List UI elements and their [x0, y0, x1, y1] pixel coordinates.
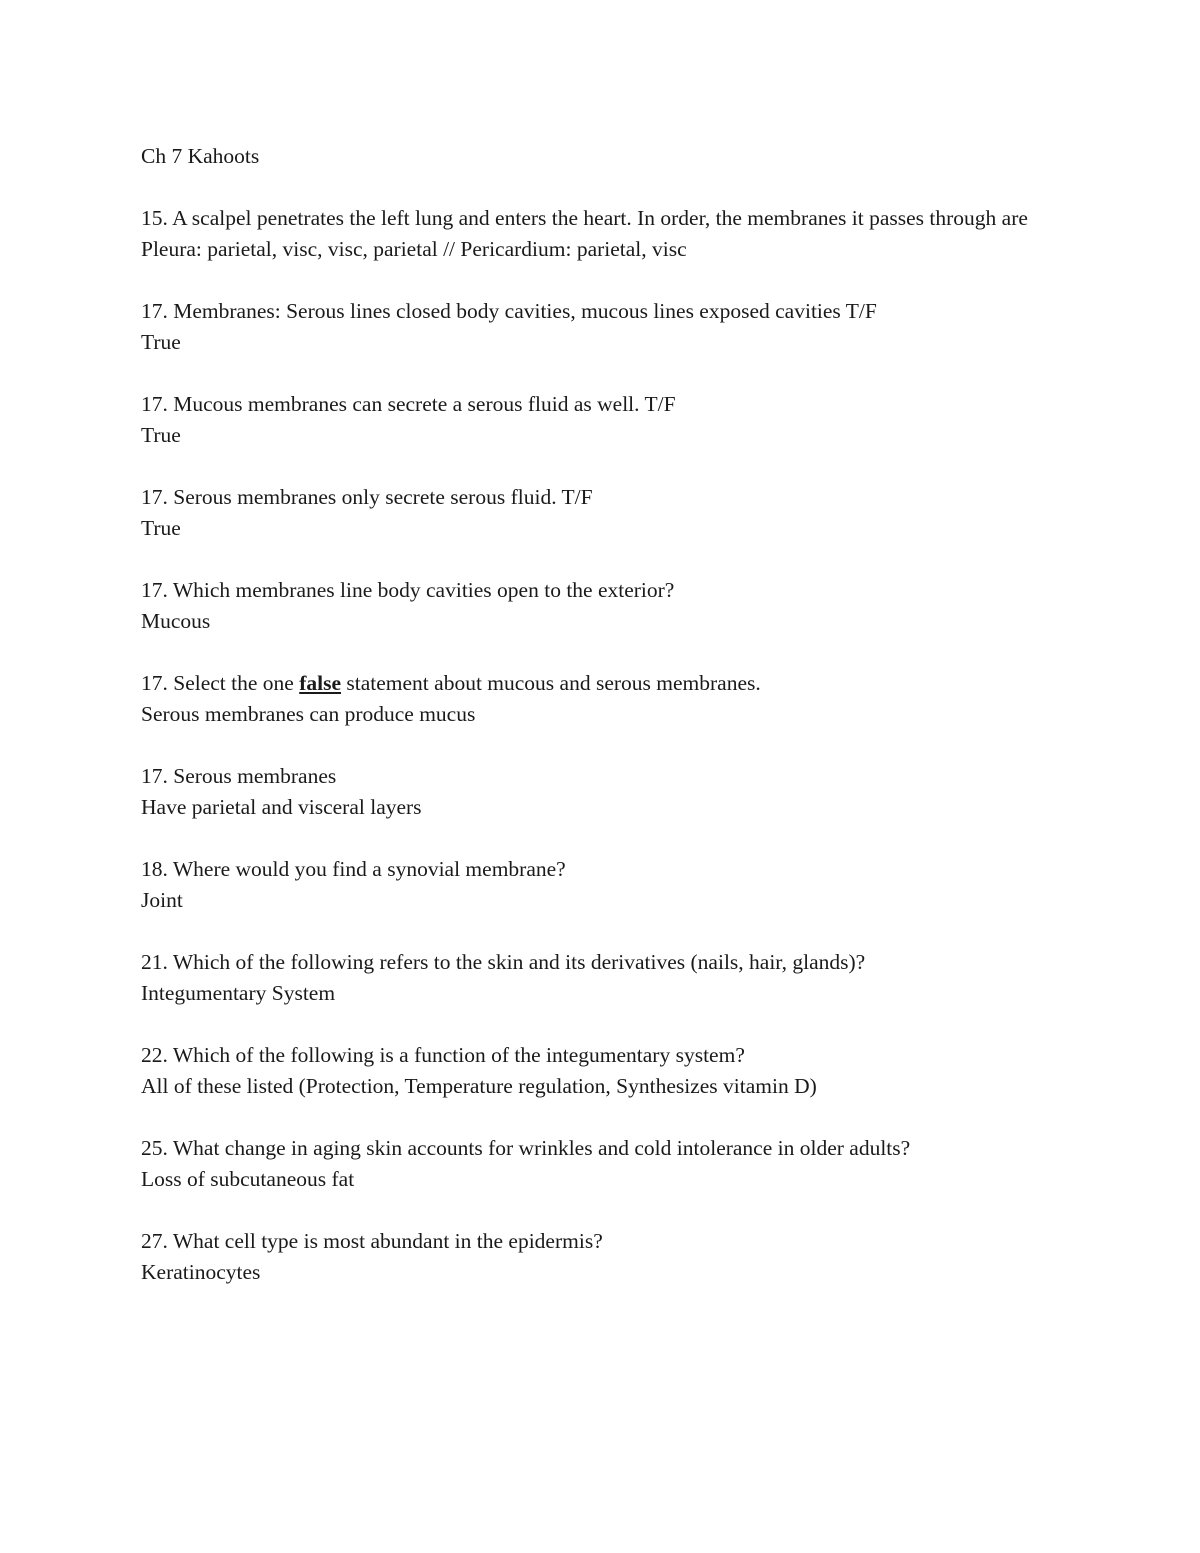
- question-emphasis: false: [299, 671, 342, 695]
- question-text: 25. What change in aging skin accounts for wrinkles and cold intolerance in older adults?: [141, 1136, 911, 1160]
- spacer: [141, 544, 1041, 575]
- qa-item: [141, 1040, 1041, 1102]
- question-text: 17. Serous membranes: [141, 764, 337, 788]
- question-text: 17. Serous membranes only secrete serous fluid. T/F: [141, 485, 593, 509]
- question-text: 27. What cell type is most abundant in the epidermis?: [141, 1229, 603, 1253]
- spacer: [141, 172, 1041, 203]
- spacer: [141, 916, 1041, 947]
- question-text: 17. Mucous membranes can secrete a serous fluid as well. T/F: [141, 392, 676, 416]
- spacer: [141, 451, 1041, 482]
- qa-item: [141, 1226, 1041, 1288]
- question-text: 22. Which of the following is a function of the integumentary system?: [141, 1043, 745, 1067]
- qa-item: [141, 482, 1041, 544]
- answer-text: All of these listed (Protection, Temperature regulation, Synthesizes vitamin D): [141, 1074, 817, 1098]
- answer-text: Keratinocytes: [141, 1260, 261, 1284]
- qa-item: [141, 203, 1041, 265]
- answer-text: Integumentary System: [141, 981, 336, 1005]
- question-text: 17. Membranes: Serous lines closed body cavities, mucous lines exposed cavities T/F: [141, 299, 877, 323]
- qa-item: [141, 668, 1041, 730]
- spacer: [141, 1195, 1041, 1226]
- qa-item: [141, 761, 1041, 823]
- spacer: [141, 823, 1041, 854]
- qa-item: [141, 389, 1041, 451]
- spacer: [141, 358, 1041, 389]
- question-text-after: statement about mucous and serous membranes.: [341, 671, 761, 695]
- document-body: [141, 141, 1041, 1288]
- spacer: [141, 637, 1041, 668]
- answer-text: Mucous: [141, 609, 211, 633]
- answer-text: True: [141, 423, 181, 447]
- question-text: [141, 668, 1041, 699]
- answer-text: Joint: [141, 888, 183, 912]
- question-text-before: 17. Select the one: [141, 671, 300, 695]
- answer-text: True: [141, 516, 181, 540]
- answer-text: True: [141, 330, 181, 354]
- qa-item: [141, 575, 1041, 637]
- qa-item: [141, 854, 1041, 916]
- qa-item: [141, 1133, 1041, 1195]
- document-title: Ch 7 Kahoots: [141, 144, 260, 168]
- question-text: 15. A scalpel penetrates the left lung and enters the heart. In order, the membranes it passes through are: [141, 206, 1028, 230]
- spacer: [141, 265, 1041, 296]
- qa-item: [141, 296, 1041, 358]
- spacer: [141, 730, 1041, 761]
- question-text: 21. Which of the following refers to the skin and its derivatives (nails, hair, glands)?: [141, 950, 866, 974]
- answer-text: Serous membranes can produce mucus: [141, 702, 476, 726]
- spacer: [141, 1102, 1041, 1133]
- spacer: [141, 1009, 1041, 1040]
- question-text: 18. Where would you find a synovial membrane?: [141, 857, 566, 881]
- qa-item: [141, 947, 1041, 1009]
- answer-text: Have parietal and visceral layers: [141, 795, 422, 819]
- answer-text: Pleura: parietal, visc, visc, parietal // Pericardium: parietal, visc: [141, 237, 687, 261]
- answer-text: Loss of subcutaneous fat: [141, 1167, 355, 1191]
- question-text: 17. Which membranes line body cavities open to the exterior?: [141, 578, 675, 602]
